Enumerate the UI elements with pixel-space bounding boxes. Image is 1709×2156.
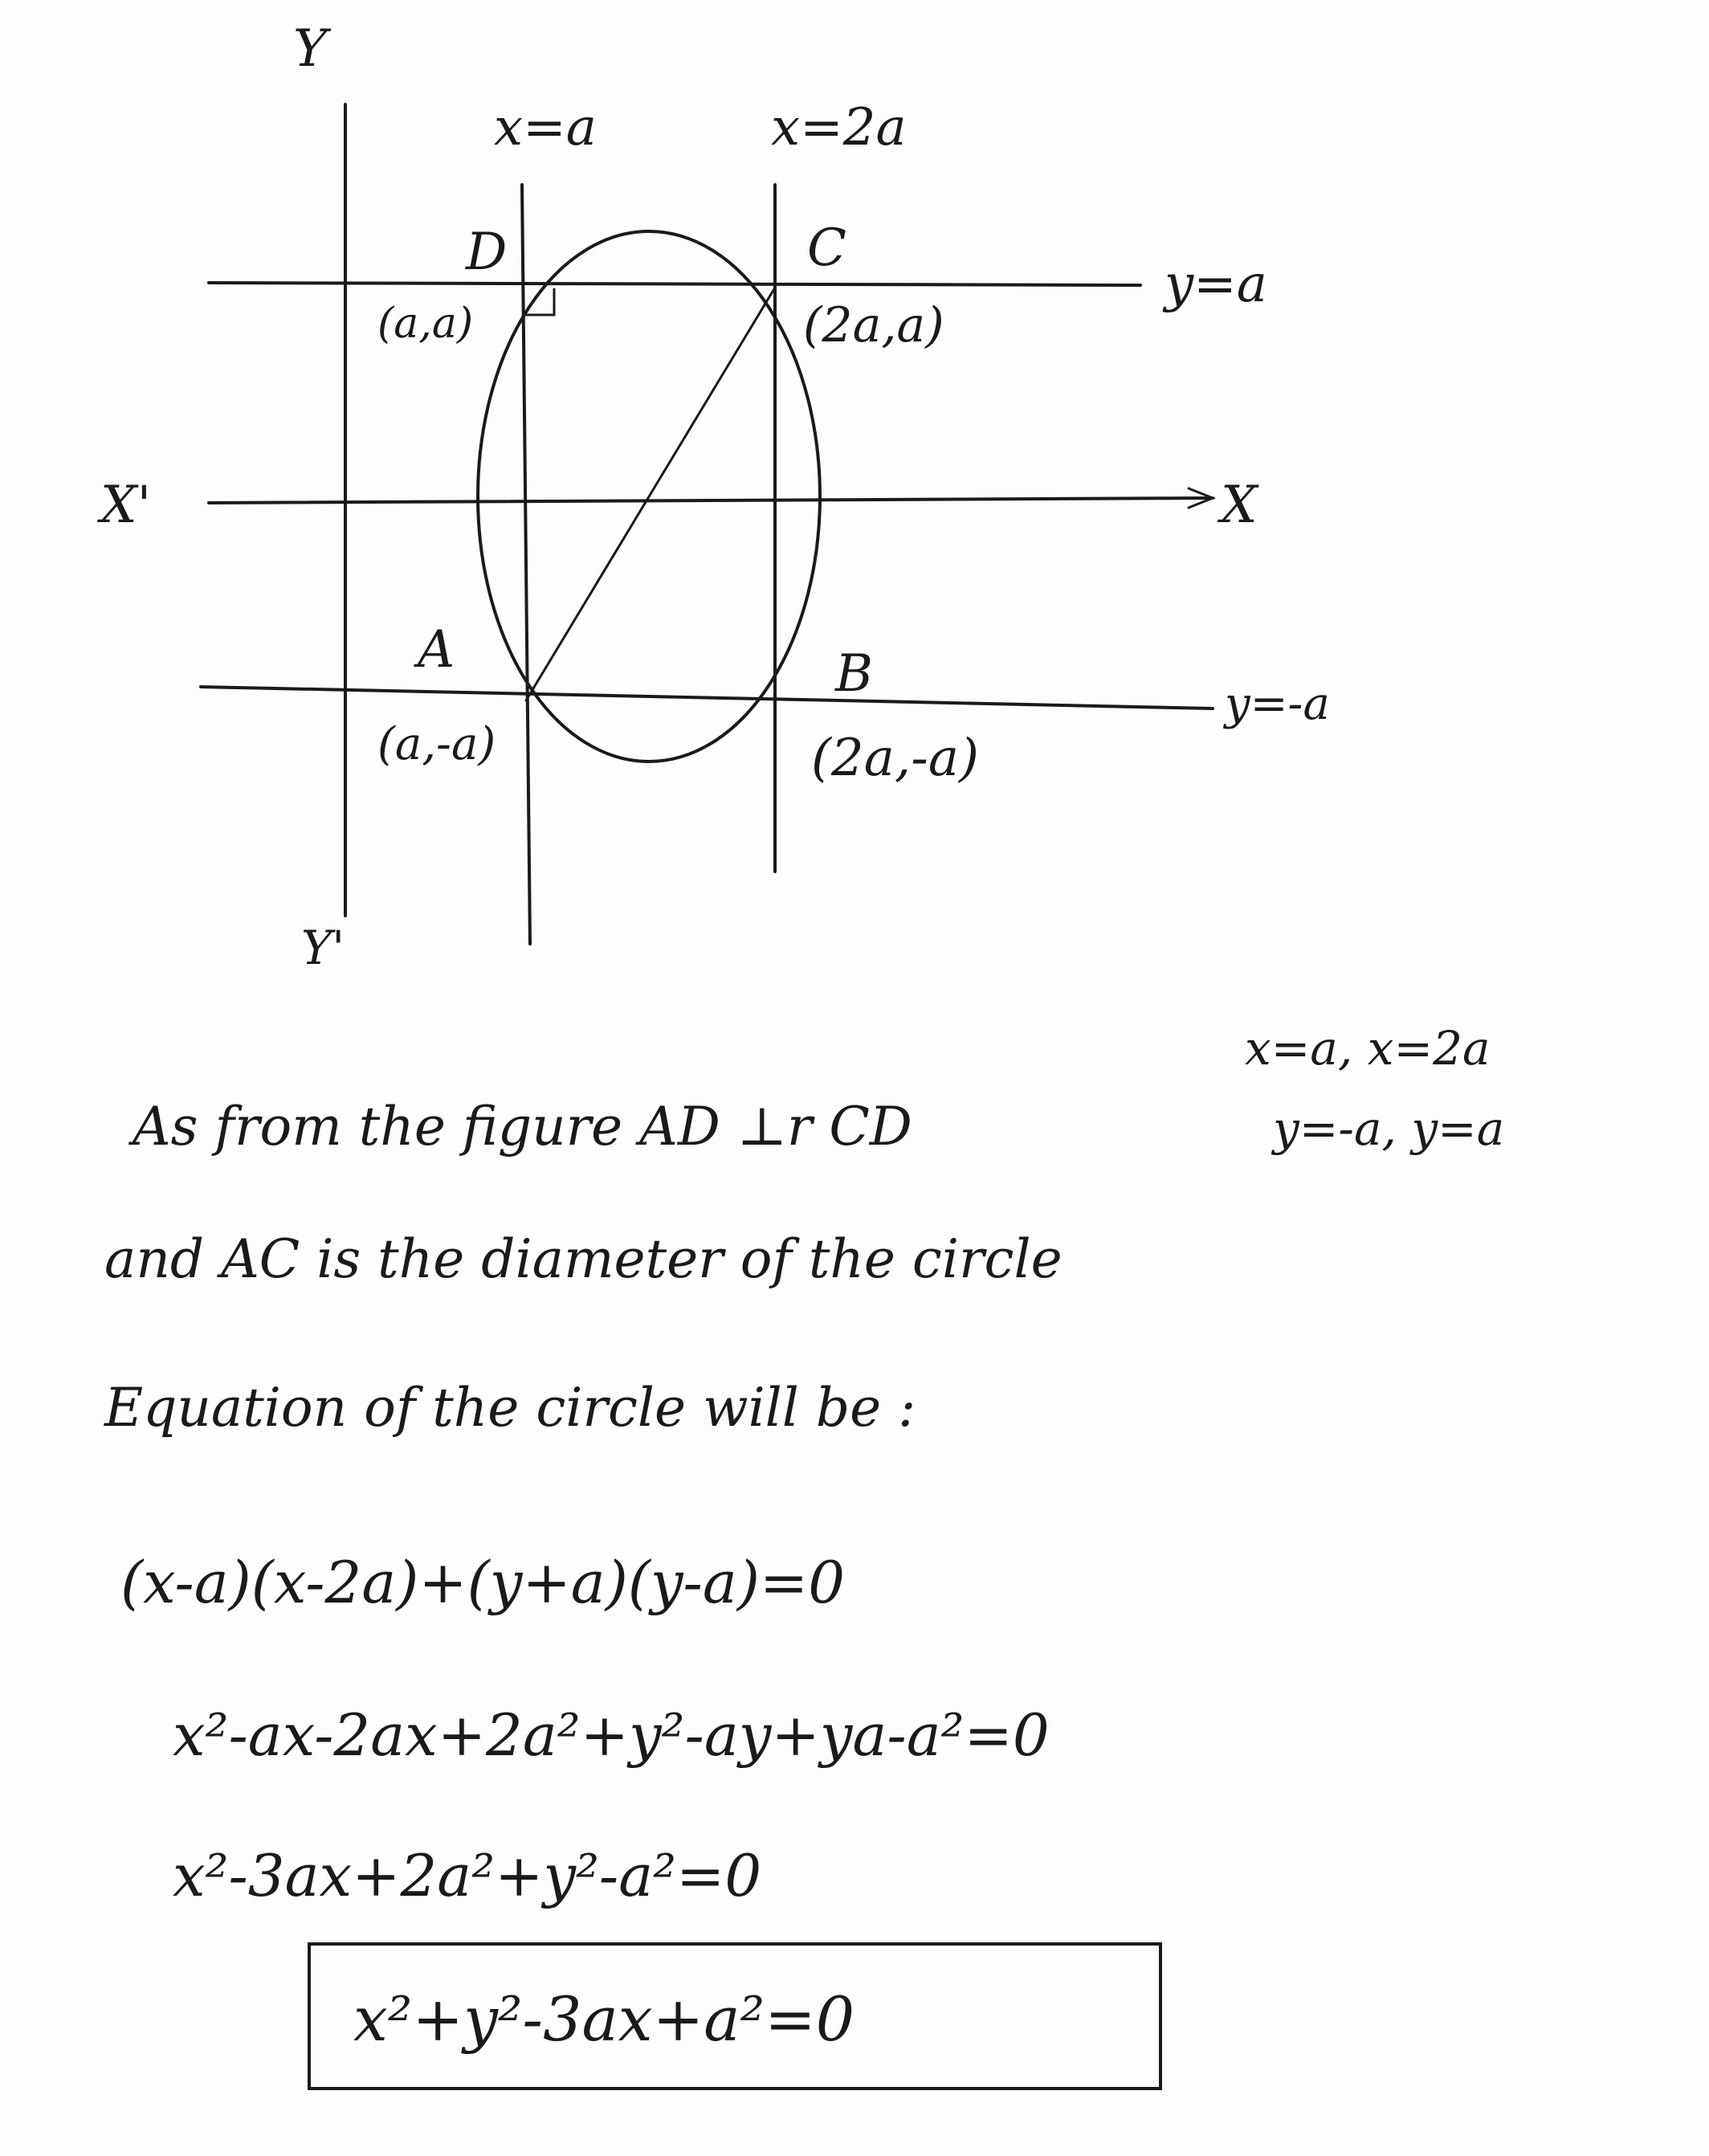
line-y-eq-neg-a [201, 687, 1213, 708]
point-a-coord: (a,-a) [377, 718, 496, 770]
label-y-eq-neg-a: y=-a [1225, 678, 1330, 730]
given-x-lines: x=a, x=2a [1245, 1021, 1491, 1076]
point-b-label: B [835, 644, 874, 704]
point-d-label: D [466, 223, 508, 282]
note-line-1: As from the figure AD ⊥r CD [133, 1096, 912, 1158]
final-equation: x²+y²-3ax+a²=0 [353, 1983, 855, 2055]
point-c-label: C [807, 218, 846, 278]
x-prime-axis-label: X' [100, 476, 152, 535]
line-y-eq-a [209, 283, 1140, 285]
line-x-eq-a [522, 185, 530, 944]
x-axis [209, 498, 1213, 503]
point-b-coord: (2a,-a) [811, 729, 979, 788]
point-d-coord: (a,a) [377, 300, 474, 348]
diameter-ac [526, 288, 775, 700]
point-a-label: A [418, 620, 455, 680]
equation-2: x²-ax-2ax+2a²+y²-ay+ya-a²=0 [173, 1701, 1050, 1769]
label-x-eq-2a: x=2a [771, 98, 907, 157]
given-y-lines: y=-a, y=a [1273, 1101, 1505, 1156]
x-axis-label: X [1221, 476, 1258, 535]
equation-1: (x-a)(x-2a)+(y+a)(y-a)=0 [120, 1549, 846, 1616]
note-line-3: Equation of the circle will be : [104, 1377, 916, 1439]
point-c-coord: (2a,a) [803, 297, 944, 353]
note-line-2: and AC is the diameter of the circle [104, 1228, 1063, 1290]
y-prime-axis-label: Y' [301, 921, 345, 975]
label-y-eq-a: y=a [1164, 255, 1267, 314]
label-x-eq-a: x=a [494, 98, 597, 157]
y-axis-label: Y [293, 19, 328, 79]
equation-3: x²-3ax+2a²+y²-a²=0 [173, 1842, 762, 1909]
